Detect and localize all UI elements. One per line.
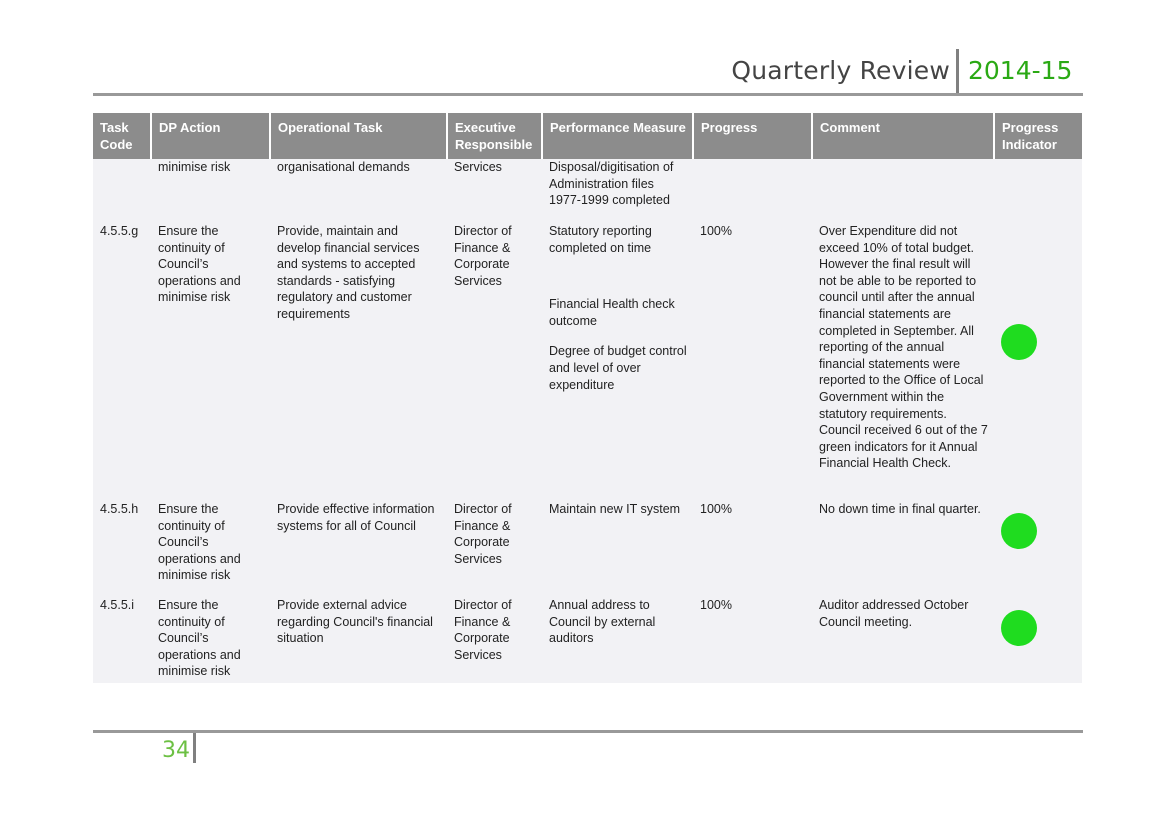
review-table <box>93 113 1082 682</box>
cell-dp-action: minimise risk <box>158 160 231 174</box>
cell-comment <box>812 159 994 218</box>
cell-progress: 100% <box>700 502 732 516</box>
cell-task-code: 4.5.5.i <box>100 598 135 612</box>
table-row <box>93 218 1082 496</box>
column-header-executive-responsible: Executive Responsible <box>447 113 542 159</box>
footer-separator <box>193 733 196 763</box>
cell-indicator <box>994 496 1082 592</box>
table-header-row <box>93 113 1082 159</box>
column-header-progress-indicator: Progress Indicator <box>994 113 1082 159</box>
cell-dp-action: Ensure the continuity of Council’s operations and minimise risk <box>158 598 241 679</box>
table-row <box>93 496 1082 592</box>
page-number: 34 <box>162 738 190 763</box>
table-row <box>93 592 1082 682</box>
cell-progress: 100% <box>700 224 732 238</box>
cell-operational-task: Provide effective information systems for all of Council <box>277 502 435 533</box>
cell-indicator <box>994 218 1082 496</box>
cell-task-code: 4.5.5.h <box>100 502 139 516</box>
review-table-container <box>93 113 1082 683</box>
cell-performance-measure: Disposal/digitisation of Administration files 1977-1999 completed <box>549 160 674 208</box>
header-rule <box>93 93 1083 96</box>
cell-performance-measure: Annual address to Council by external auditors <box>549 598 656 646</box>
column-header-operational-task: Operational Task <box>270 113 447 159</box>
cell-task-code <box>93 159 151 218</box>
column-header-dp-action: DP Action <box>151 113 270 159</box>
footer-rule <box>93 730 1083 733</box>
report-year: 2014-15 <box>968 56 1073 85</box>
cell-performance-measure <box>542 218 693 496</box>
column-header-comment: Comment <box>812 113 994 159</box>
cell-operational-task: Provide, maintain and develop financial services and systems to accepted standards - satisfying regulatory and customer requirements <box>277 224 420 321</box>
cell-executive: Director of Finance & Corporate Services <box>454 598 512 662</box>
cell-executive: Services <box>454 160 502 174</box>
status-indicator-green-dot <box>1001 610 1037 646</box>
cell-task-code: 4.5.5.g <box>100 224 139 238</box>
cell-dp-action: Ensure the continuity of Council’s operations and minimise risk <box>158 502 241 583</box>
cell-progress <box>693 159 812 218</box>
report-title: Quarterly Review <box>731 56 950 85</box>
column-header-task-code: Task Code <box>93 113 151 159</box>
status-indicator-green-dot <box>1001 324 1037 360</box>
measure-item: Statutory reporting completed on time <box>549 224 652 255</box>
cell-dp-action: Ensure the continuity of Council’s operations and minimise risk <box>158 224 241 305</box>
cell-comment: No down time in final quarter. <box>819 502 981 516</box>
cell-comment: Auditor addressed October Council meeting. <box>819 598 969 629</box>
page-header <box>0 0 1174 100</box>
status-indicator-green-dot <box>1001 513 1037 549</box>
cell-executive: Director of Finance & Corporate Services <box>454 224 512 288</box>
measure-item: Financial Health check outcome <box>549 297 675 328</box>
column-header-progress: Progress <box>693 113 812 159</box>
header-separator <box>956 49 959 93</box>
cell-performance-measure: Maintain new IT system <box>549 502 681 516</box>
measure-item: Degree of budget control and level of over expenditure <box>549 344 687 392</box>
cell-comment: Over Expenditure did not exceed 10% of total budget. However the final result will not be able to be reported to council until after the annual financial statements are completed in September. All reporting of the annual financial statements were reported to the Office of Local Government within the statutory requirements. Council received 6 out of the 7 green indicators for it Annual Financial Health Check. <box>819 224 988 471</box>
table-row-continued <box>93 159 1082 218</box>
cell-indicator <box>994 159 1082 218</box>
cell-indicator <box>994 592 1082 682</box>
cell-executive: Director of Finance & Corporate Services <box>454 502 512 566</box>
cell-operational-task: Provide external advice regarding Council's financial situation <box>277 598 433 646</box>
column-header-performance-measure: Performance Measure <box>542 113 693 159</box>
cell-progress: 100% <box>700 598 732 612</box>
cell-operational-task: organisational demands <box>277 160 410 174</box>
